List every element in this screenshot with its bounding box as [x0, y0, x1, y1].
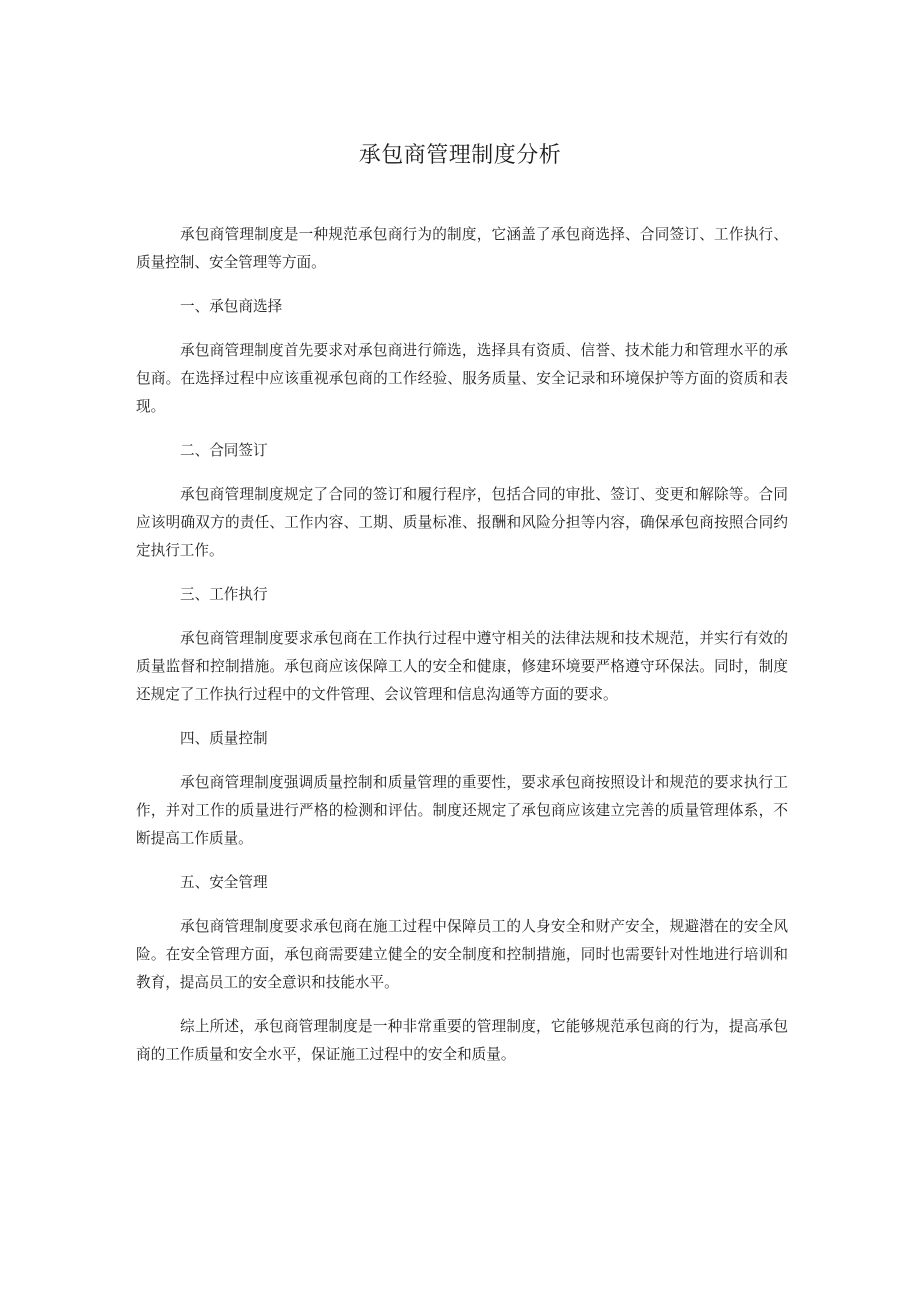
- section-body-quality-control: 承包商管理制度强调质量控制和质量管理的重要性，要求承包商按照设计和规范的要求执行工作，并对工作的质量进行严格的检测和评估。制度还规定了承包商应该建立完善的质量管理体系，不断提高工作质量。: [136, 774, 788, 847]
- section-heading-contract-signing: 二、合同签订: [180, 442, 268, 459]
- section-body-safety-management: 承包商管理制度要求承包商在施工过程中保障员工的人身安全和财产安全，规避潜在的安全风险。在安全管理方面，承包商需要建立健全的安全制度和控制措施，同时也需要针对性地进行培训和教育，提高员工的安全意识和技能水平。: [136, 918, 788, 991]
- intro-paragraph: 承包商管理制度是一种规范承包商行为的制度，它涵盖了承包商选择、合同签订、工作执行、质量控制、安全管理等方面。: [136, 226, 788, 271]
- section-heading-quality-control: 四、质量控制: [180, 730, 268, 747]
- document-title: 承包商管理制度分析: [358, 143, 562, 168]
- section-heading-work-execution: 三、工作执行: [180, 586, 268, 603]
- section-body-work-execution: 承包商管理制度要求承包商在工作执行过程中遵守相关的法律法规和技术规范，并实行有效的质量监督和控制措施。承包商应该保障工人的安全和健康，修建环境要严格遵守环保法。同时，制度还规定了工作执行过程中的文件管理、会议管理和信息沟通等方面的要求。: [136, 630, 788, 703]
- section-heading-safety-management: 五、安全管理: [180, 874, 268, 891]
- document-body: [136, 221, 788, 1085]
- conclusion-paragraph: 综上所述，承包商管理制度是一种非常重要的管理制度，它能够规范承包商的行为，提高承包商的工作质量和安全水平，保证施工过程中的安全和质量。: [136, 1018, 788, 1063]
- section-body-contract-signing: 承包商管理制度规定了合同的签订和履行程序，包括合同的审批、签订、变更和解除等。合同应该明确双方的责任、工作内容、工期、质量标准、报酬和风险分担等内容，确保承包商按照合同约定执行工作。: [136, 486, 788, 559]
- section-body-contractor-selection: 承包商管理制度首先要求对承包商进行筛选，选择具有资质、信誉、技术能力和管理水平的承包商。在选择过程中应该重视承包商的工作经验、服务质量、安全记录和环境保护等方面的资质和表现。: [136, 342, 788, 415]
- section-heading-contractor-selection: 一、承包商选择: [180, 298, 283, 315]
